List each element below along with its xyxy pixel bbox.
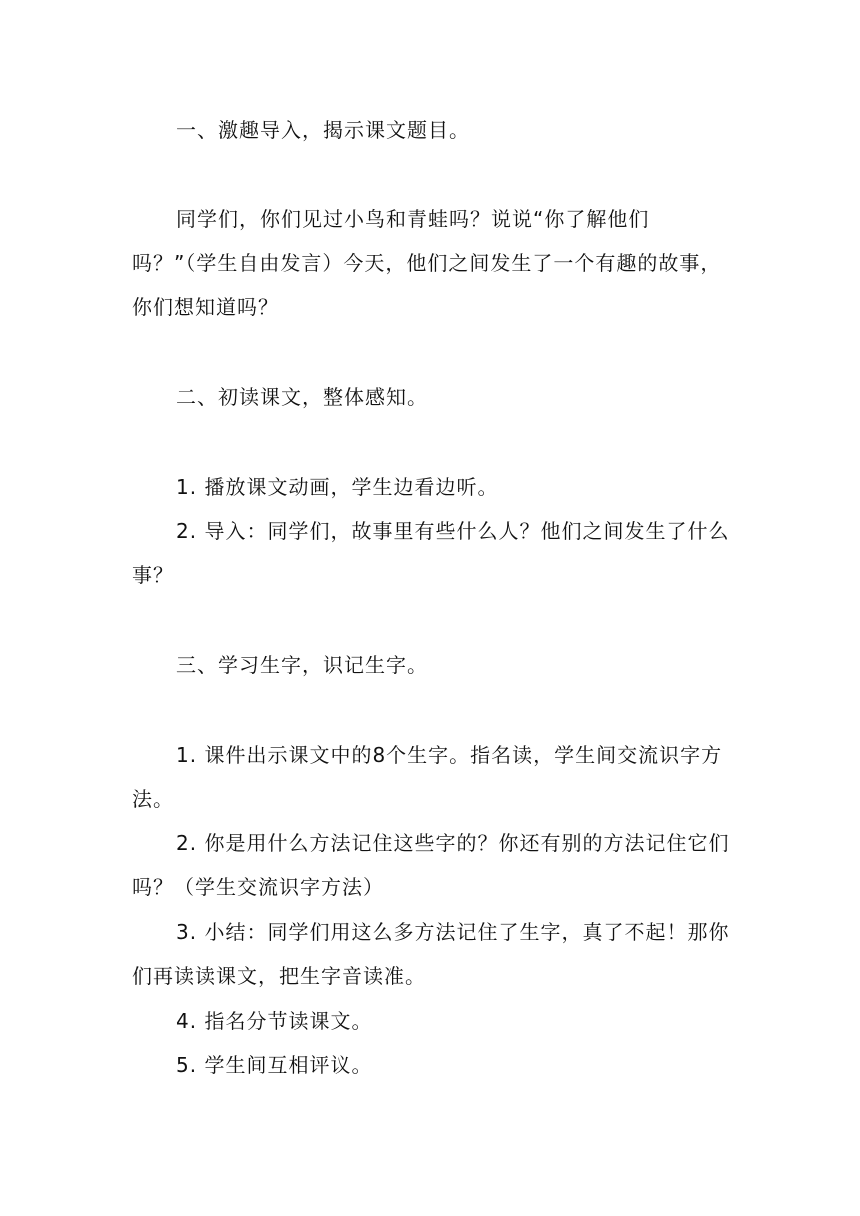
list-item: 1. 播放课文动画，学生边看边听。	[176, 475, 499, 499]
section-heading-2: 二、初读课文，整体感知。	[176, 385, 428, 409]
list-item: 2. 你是用什么方法记住这些字的？你还有别的方法记住它们吗？（学生交流识字方法）	[132, 831, 730, 899]
section-paragraph-1: 同学们，你们见过小鸟和青蛙吗？说说“你了解他们吗？”（学生自由发言）今天，他们之间发生了一个有趣的故事，你们想知道吗？	[132, 207, 722, 319]
section-heading-1: 一、激趣导入，揭示课文题目。	[176, 118, 470, 142]
list-item: 1. 课件出示课文中的8个生字。指名读，学生间交流识字方法。	[132, 743, 723, 811]
list-item: 5. 学生间互相评议。	[176, 1053, 373, 1077]
list-item: 2. 导入：同学们，故事里有些什么人？他们之间发生了什么事？	[132, 519, 730, 587]
section-heading-3: 三、学习生字，识记生字。	[176, 653, 428, 677]
list-item: 4. 指名分节读课文。	[176, 1009, 373, 1033]
list-item: 3. 小结：同学们用这么多方法记住了生字，真了不起！那你们再读读课文，把生字音读准。	[132, 920, 730, 988]
